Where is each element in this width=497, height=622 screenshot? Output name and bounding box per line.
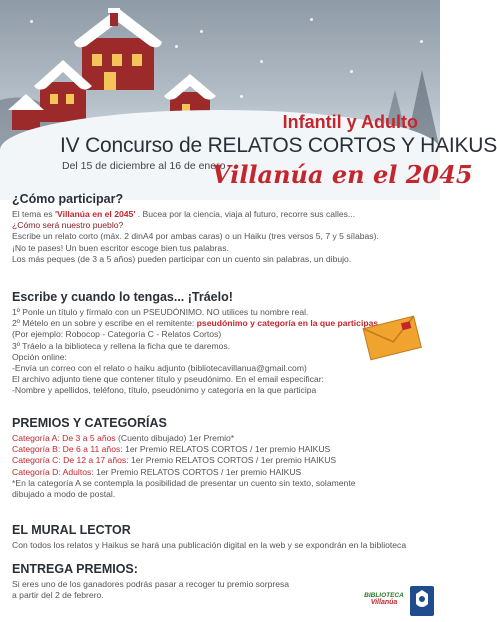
snowflake — [30, 20, 33, 23]
header-banner — [0, 0, 497, 192]
snowflake — [240, 95, 243, 98]
category-label: Categoría D: Adultos — [12, 466, 92, 477]
snowflake — [310, 18, 313, 21]
prize-row — [12, 444, 356, 455]
body-line: Si eres uno de los ganadores podrás pasar a recoger tu premio sorpresa — [12, 579, 290, 589]
logo-text: BIBLIOTECA — [364, 592, 404, 599]
note-line: dibujado a modo de postal. — [12, 489, 116, 500]
body-line: Con todos los relatos y Haikus se hará una publicación digital en la web y se expondrán en la biblioteca — [12, 540, 407, 550]
footer-logos — [362, 586, 436, 618]
envelope-icon — [358, 312, 426, 362]
example-line: (Por ejemplo: Robocop - Categoría C - Relatos Cortos) — [12, 329, 222, 340]
prize-text: : 1er Premio RELATOS CORTOS / 1er premio HAIKUS — [91, 466, 302, 477]
prize-row — [12, 467, 356, 478]
contest-title: IV Concurso de RELATOS CORTOS Y HAIKUS — [60, 134, 497, 157]
body-line: ¡No te pases! Un buen escritor escoge bien tus palabras. — [12, 242, 229, 253]
prize-row — [12, 433, 356, 444]
snowflake — [350, 70, 353, 73]
category-label: Categoría A: De 3 a 5 años — [12, 433, 116, 443]
section-heading: EL MURAL LECTOR — [12, 523, 131, 537]
highlight: pseudónimo y categoría en la que participas. — [196, 318, 381, 329]
prize-text: (Cuento dibujado) 1er Premio* — [115, 433, 235, 443]
town-seal-icon — [410, 586, 434, 616]
section-escribe — [12, 290, 381, 397]
snowflake — [175, 45, 178, 48]
body-line: Escribe un relato corto (máx. 2 dinA4 por ambas caras) o un Haiku (tres versos 5, 7 y 5 sílabas). — [12, 231, 379, 242]
text: . Bucea por la ciencia, viaja al futuro, recorre sus calles... — [135, 209, 356, 219]
online-line: -Nombre y apellidos, teléfono, título, pseudónimo y categoría en la que participa — [12, 385, 317, 396]
online-label: Opción online: — [12, 351, 67, 362]
theme-highlight: 'Villanúa en el 2045' — [55, 209, 136, 219]
text: 2º Mételo en un sobre y escribe en el remitente: — [12, 318, 197, 329]
text: El tema es — [12, 209, 55, 219]
section-entrega — [12, 562, 289, 601]
note-line: *En la categoría A se contempla la posibilidad de presentar un cuento sin texto, solamente — [12, 477, 356, 488]
online-line: -Envía un correo con el relato o haiku adjunto (bibliotecavillanua@gmail.com) — [12, 363, 307, 374]
prize-row — [12, 455, 356, 466]
logo-text: Villanúa — [370, 599, 398, 606]
snowflake — [200, 30, 203, 33]
section-heading: ¿Cómo participar? — [12, 192, 124, 206]
section-heading: PREMIOS Y CATEGORÍAS — [12, 416, 167, 430]
category-label: Categoría B: De 6 a 11 años — [12, 444, 121, 455]
contest-theme-title: Villanúa en el 2045 — [212, 160, 473, 189]
category-label: Categoría C: De 12 a 17 años — [12, 455, 127, 466]
body-line: a partir del 2 de febrero. — [12, 590, 104, 601]
step-line: 1º Ponle un título y fírmalo con un PSEUDÓNIMO. NO utilices tu nombre real. — [12, 307, 309, 317]
snowflake — [420, 40, 423, 43]
section-heading: ENTREGA PREMIOS: — [12, 562, 138, 576]
theme-line — [12, 209, 379, 220]
category-tag: Infantil y Adulto — [282, 112, 418, 132]
prize-text: : 1er Premio RELATOS CORTOS / 1er premio HAIKUS — [126, 455, 337, 466]
section-heading: Escribe y cuando lo tengas... ¡Tráelo! — [12, 290, 233, 304]
question-line: ¿Cómo será nuestro pueblo? — [12, 220, 124, 231]
biblioteca-logo — [362, 592, 406, 606]
contest-dates: Del 15 de diciembre al 16 de enero — [62, 160, 226, 172]
section-premios — [12, 416, 356, 500]
prize-text: : 1er Premio RELATOS CORTOS / 1er premio HAIKUS — [120, 444, 331, 455]
section-participar — [12, 192, 379, 265]
step-line: 3º Tráelo a la biblioteca y rellena la ficha que te daremos. — [12, 340, 231, 351]
body-line: Los más peques (de 3 a 5 años) pueden participar con un cuento sin palabras, un dibujo. — [12, 253, 352, 264]
section-mural — [12, 523, 406, 551]
step-line — [12, 318, 381, 329]
online-line: El archivo adjunto tiene que contener título y pseudónimo. En el email especificar: — [12, 374, 324, 385]
snowflake — [260, 60, 263, 63]
